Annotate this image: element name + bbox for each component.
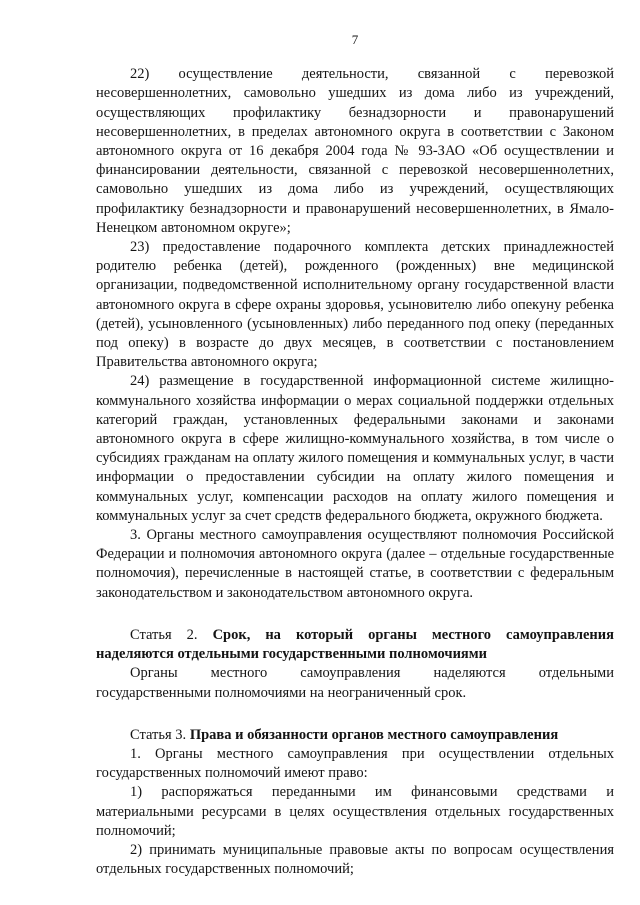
- page-number: 7: [351, 32, 359, 47]
- article-3-heading: [96, 726, 614, 745]
- article-3-item-2: 2) принимать муниципальные правовые акты по вопросам осуществления отдельных государственных полномочий;: [96, 841, 614, 878]
- item-23-paragraph: 23) предоставление подарочного комплекта детских принадлежностей родителю ребенка (детей), рожденного (рожденных) вне медицинской организации, подведомственной исполнительному органу государственной власти автономного округа в сфере охраны здоровья, усыновителю либо опекуну ребенка (детей), усыновленного (усыновленных) либо переданного под опеку (переданных под опеку) в возрасте до двух месяцев, в соответствии с постановлением Правительства автономного округа;: [96, 239, 614, 371]
- article-3-part-1: 1. Органы местного самоуправления при осуществлении отдельных государственных полномочий имеют право:: [96, 745, 614, 782]
- part-3-paragraph: 3. Органы местного самоуправления осуществляют полномочия Российской Федерации и полномочия автономного округа (далее – отдельные государственные полномочия), перечисленные в настоящей статье, в соответствии с федеральным законодательством и законодательством автономного округа.: [96, 527, 614, 601]
- article-2-title: Срок, на который органы местного самоуправления наделяются отдельными государственными полномочиями: [96, 626, 614, 663]
- article-2-heading: [96, 626, 614, 664]
- article-3-title: Права и обязанности органов местного самоуправления: [189, 726, 559, 743]
- article-3-prefix: Статья 3.: [130, 726, 190, 743]
- item-24-paragraph: 24) размещение в государственной информационной системе жилищно-коммунального хозяйства информации о мерах социальной поддержки отдельных категорий граждан, установленных федеральными законами и законами автономного округа в сфере жилищно-коммунального хозяйства, в том числе о субсидиях гражданам на оплату жилого помещения и коммунальных услуг, в части информации о предоставлении субсидии на оплату жилого помещения и коммунальных услуг, компенсации расходов на оплату жилого помещения и коммунальных услуг за счет средств федерального бюджета, окружного бюджета.: [96, 373, 614, 524]
- article-2-prefix: Статья 2.: [130, 626, 213, 643]
- item-22-paragraph: 22) осуществление деятельности, связанной с перевозкой несовершеннолетних, самовольно ушедших из дома либо из учреждений, осуществляющих профилактику безнадзорности и правонарушений несовершеннолетних, в пределах автономного округа в соответствии с Законом автономного округа от 16 декабря 2004 года № 93-ЗАО «Об осуществлении и финансировании деятельности, связанной с перевозкой несовершеннолетних, самовольно ушедших из дома либо из учреждений, осуществляющих профилактику безнадзорности и правонарушений несовершеннолетних, в Ямало-Ненецком автономном округе»;: [96, 66, 614, 236]
- article-2-body: Органы местного самоуправления наделяются отдельными государственными полномочиями на неограниченный срок.: [96, 665, 614, 701]
- article-3-item-1: 1) распоряжаться переданными им финансовыми средствами и материальными ресурсами в целях осуществления отдельных государственных полномочий;: [96, 784, 614, 839]
